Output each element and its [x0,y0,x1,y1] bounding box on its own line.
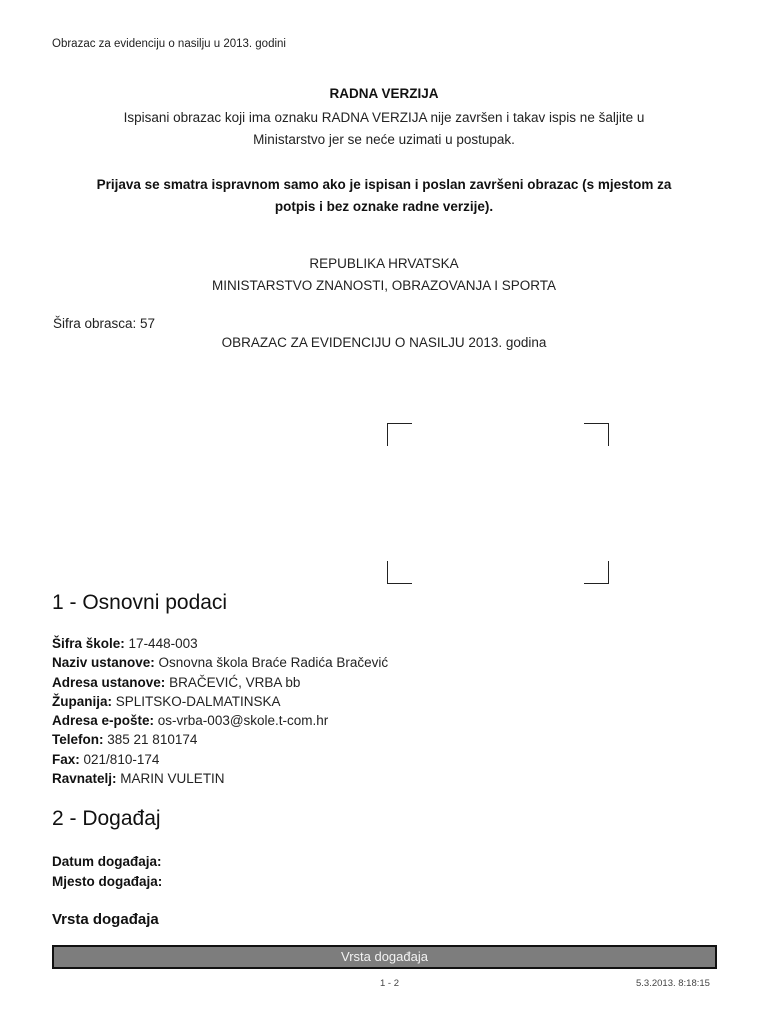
basic-data-list [52,634,388,788]
validity-notice-line-2: potpis i bez oznake radne verzije). [274,199,494,214]
draft-warning [0,107,768,151]
fax-value: 021/810-174 [83,751,160,767]
email-value: os-vrba-003@skole.t-com.hr [157,713,329,729]
institution-address-row [52,673,388,692]
frame-corner-bottom-right [584,561,609,584]
field-label: Naziv ustanove: [52,655,155,671]
field-label: Telefon: [52,732,104,748]
field-label: Fax: [52,751,80,767]
draft-warning-line-1: Ispisani obrazac koji ima oznaku RADNA VERZIJA nije završen i takav ispis ne šaljite u [123,110,645,125]
principal-value: MARIN VULETIN [120,771,225,787]
frame-corner-top-left [387,423,412,446]
page-header-note: Obrazac za evidenciju o nasilju u 2013. godini [52,38,286,50]
field-label: Adresa ustanove: [52,674,166,690]
page-number: 1 - 2 [380,978,400,989]
event-date-label: Datum događaja: [52,854,162,869]
field-label: Županija: [52,693,112,709]
draft-warning-line-2: Ministarstvo jer se neće uzimati u postupak. [253,132,515,147]
draft-version-title: RADNA VERZIJA [329,86,439,101]
event-type-table-header: Vrsta događaja [52,945,717,969]
print-timestamp: 5.3.2013. 8:18:15 [636,978,710,989]
school-code-value: 17-448-003 [128,636,198,651]
phone-value: 385 21 810174 [107,732,198,748]
institution-name-value: Osnovna škola Braće Radića Bračević [158,655,389,671]
institution-name-row [52,653,388,672]
validity-notice-line-1: Prijava se smatra ispravnom samo ako je ispisan i poslan završeni obrazac (s mjestom za [96,177,672,192]
validity-notice [0,174,768,218]
phone-row [52,730,388,749]
frame-corner-top-right [584,423,609,446]
event-fields [52,852,162,891]
form-code: Šifra obrasca: 57 [53,316,156,331]
institution-address-value: BRAČEVIĆ, VRBA bb [169,674,301,690]
email-row [52,711,388,730]
form-title: OBRAZAC ZA EVIDENCIJU O NASILJU 2013. godina [221,335,547,350]
field-label: Šifra škole: [52,636,125,651]
event-place-label: Mjesto događaja: [52,873,163,889]
authority-block [0,253,768,297]
principal-row [52,769,388,788]
fax-row [52,750,388,769]
school-code-row [52,634,388,653]
field-label: Ravnatelj: [52,771,117,787]
event-type-subtitle: Vrsta događaja [52,911,159,928]
section-event-title: 2 - Događaj [52,807,161,830]
ministry-name: MINISTARSTVO ZNANOSTI, OBRAZOVANJA I SPORTA [211,278,557,293]
country-name: REPUBLIKA HRVATSKA [309,256,459,271]
county-row [52,692,388,711]
frame-corner-bottom-left [387,561,412,584]
county-value: SPLITSKO-DALMATINSKA [115,693,281,709]
field-label: Adresa e-pošte: [52,713,155,729]
section-basic-data-title: 1 - Osnovni podaci [52,591,228,614]
